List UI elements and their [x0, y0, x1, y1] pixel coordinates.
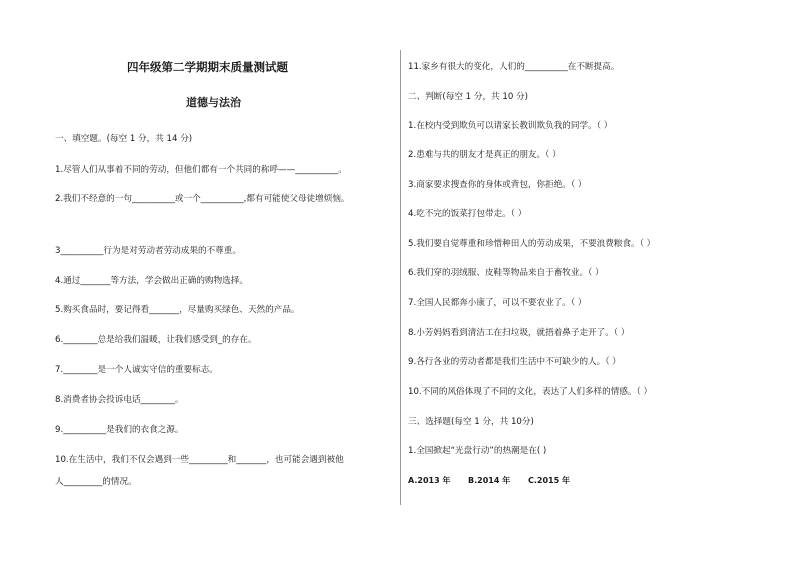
true-false-item-4: 4.吃不完的饭菜打包带走。（ ） [408, 209, 527, 219]
true-false-item-5: 5.我们要自觉尊重和珍惜种田人的劳动成果，不要浪费粮食。（ ） [408, 239, 656, 249]
choice-question-1: 1.全国掀起“光盘行动”的热潮是在( ) [408, 446, 547, 456]
true-false-item-10: 10.不同的风俗体现了不同的文化，表达了人们多样的情感。（ ） [408, 387, 653, 397]
choice-option-c: C.2015 年 [528, 476, 570, 485]
true-false-item-9: 9.各行各业的劳动者都是我们生活中不可缺少的人。（ ） [408, 357, 621, 367]
true-false-item-7: 7.全国人民都奔小康了，可以不要农业了。（ ） [408, 298, 587, 308]
fill-blank-item-7: 7.________是一个人诚实守信的重要标志。 [55, 365, 218, 375]
choice-option-b: B.2014 年 [468, 476, 511, 485]
fill-blank-item-5: 5.购买食品时，要记得看_______，尽量购买绿色、天然的产品。 [55, 305, 300, 315]
fill-blank-item-10-continued: 人_________的情况。 [55, 477, 137, 487]
exam-title: 四年级第二学期期末质量测试题 [127, 60, 288, 74]
fill-blank-item-6: 6.________总是给我们温暖，让我们感受到_的存在。 [55, 335, 257, 345]
column-divider [400, 50, 401, 505]
section-heading-fill-blank: 一、填空题。(每空 1 分，共 14 分) [55, 134, 193, 144]
fill-blank-item-10: 10.在生活中，我们不仅会遇到一些_________和_______，也可能会遇到被他 [55, 455, 344, 465]
section-heading-true-false: 二、判断(每空 1 分，共 10 分) [408, 92, 528, 102]
subject-title: 道德与法治 [186, 96, 241, 109]
true-false-item-1: 1.在校内受到欺负可以请家长教训欺负我的同学。（ ） [408, 121, 613, 131]
fill-blank-item-11: 11.家乡有很大的变化，人们的__________在不断提高。 [408, 62, 620, 72]
true-false-item-2: 2.患难与共的朋友才是真正的朋友。（ ） [408, 150, 561, 160]
fill-blank-item-1: 1.尽管人们从事着不同的劳动，但他们都有一个共同的称呼——__________。 [55, 165, 347, 175]
true-false-item-6: 6.我们穿的羽绒服、皮鞋等物品来自于畜牧业。（ ） [408, 268, 604, 278]
true-false-item-8: 8.小芳妈妈看到清洁工在扫垃圾，就捂着鼻子走开了。（ ） [408, 328, 630, 338]
fill-blank-item-4: 4.通过_______等方法，学会做出正确的购物选择。 [55, 276, 248, 286]
fill-blank-item-3: 3__________行为是对劳动者劳动成果的不尊重。 [55, 246, 241, 256]
fill-blank-item-2: 2.我们不经意的一句__________或一个__________,都有可能使父母徒增烦恼。 [55, 194, 350, 204]
fill-blank-item-8: 8.消费者协会投诉电话________。 [55, 395, 184, 405]
fill-blank-item-9: 9.__________是我们的衣食之源。 [55, 425, 184, 435]
true-false-item-3: 3.商家要求搜查你的身体或背包，你拒绝。（ ） [408, 180, 587, 190]
choice-option-a: A.2013 年 [408, 476, 451, 485]
section-heading-multiple-choice: 三、选择题(每空 1 分，共 10分) [408, 417, 534, 427]
